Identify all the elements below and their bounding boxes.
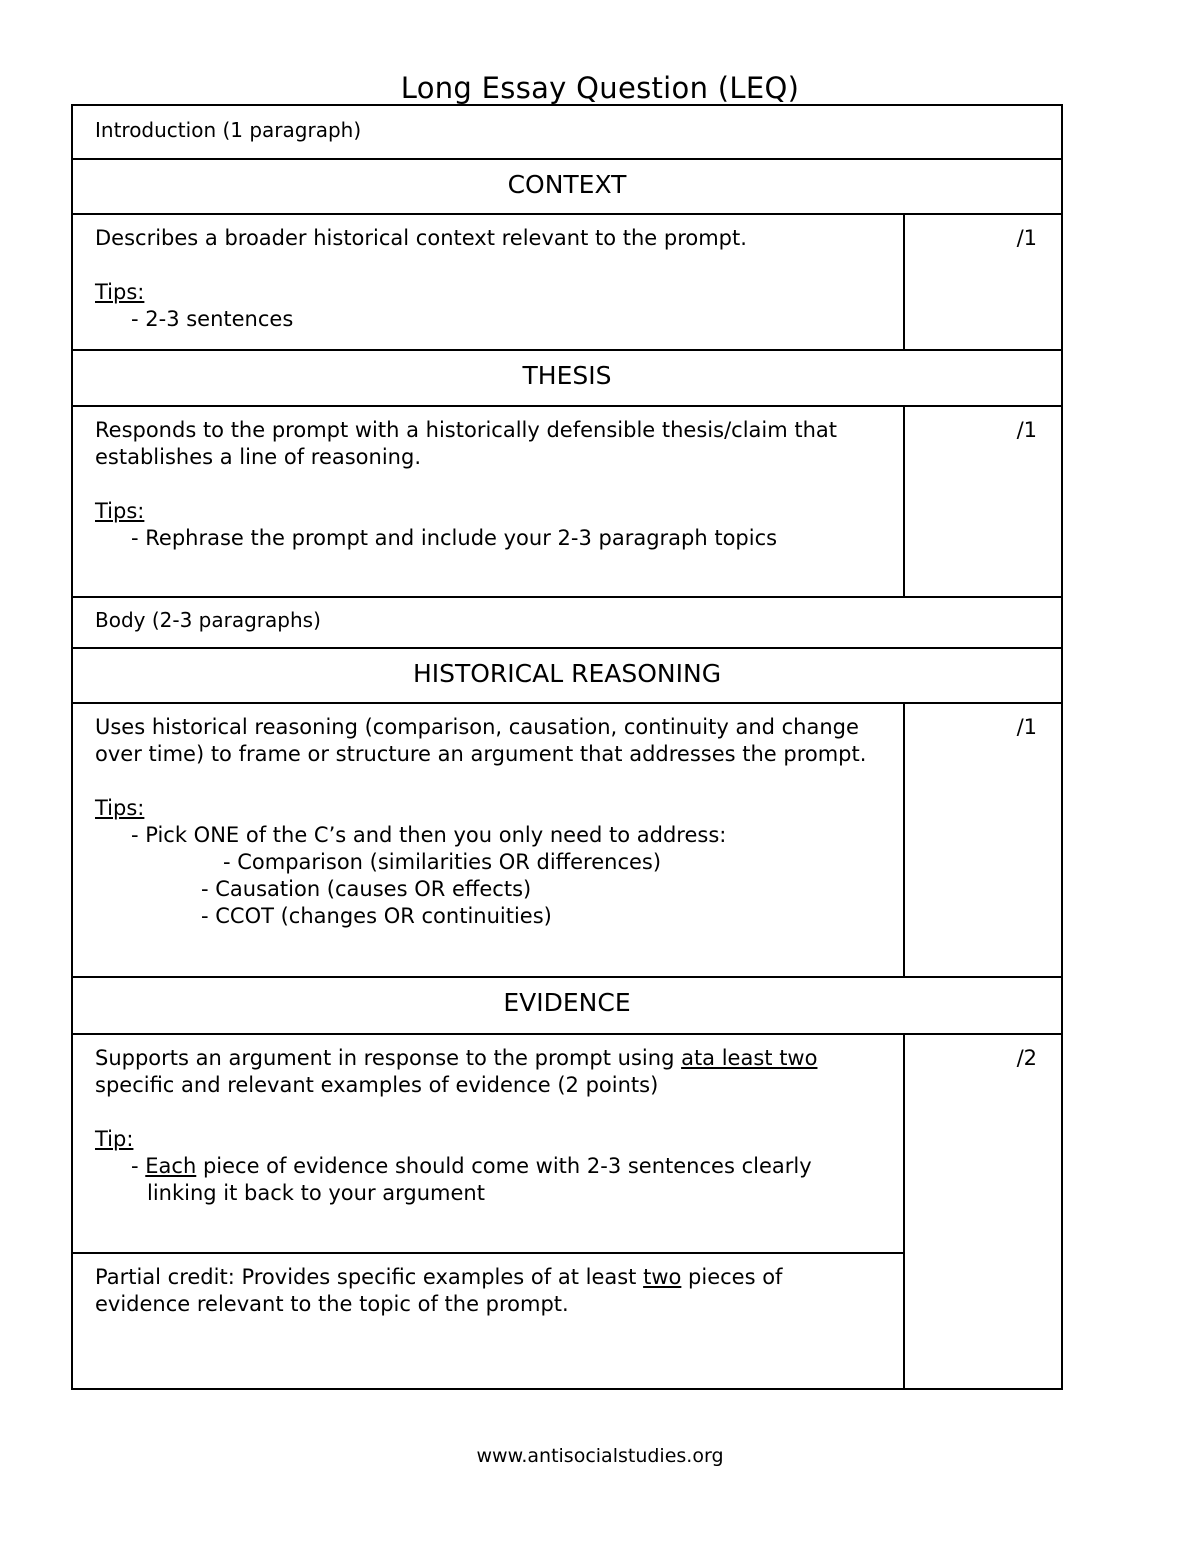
reasoning-header-row bbox=[72, 648, 1062, 703]
context-row bbox=[72, 214, 1062, 350]
partial-credit-cell bbox=[72, 1253, 904, 1389]
body-label: Body (2-3 paragraphs) bbox=[72, 597, 1062, 648]
evidence-description-cell bbox=[72, 1034, 904, 1253]
page-title: Long Essay Question (LEQ) bbox=[400, 71, 800, 105]
reasoning-sub-tip-ccot: - CCOT (changes OR continuities) bbox=[201, 904, 552, 928]
evidence-row bbox=[72, 1034, 1062, 1253]
thesis-description: Responds to the prompt with a historically defensible thesis/claim that establishes a line of reasoning. bbox=[95, 418, 838, 469]
evidence-description-end: specific and relevant examples of evidence (2 points) bbox=[95, 1073, 659, 1097]
thesis-tips-label: Tips: bbox=[95, 499, 145, 523]
reasoning-sub-tip-causation: - Causation (causes OR effects) bbox=[201, 877, 532, 901]
evidence-description-emphasis: ata least two bbox=[681, 1046, 818, 1070]
thesis-header-row bbox=[72, 350, 1062, 406]
reasoning-tip-item: - Pick ONE of the C’s and then you only need to address: bbox=[131, 823, 727, 847]
rubric-table bbox=[71, 104, 1063, 1390]
context-description: Describes a broader historical context relevant to the prompt. bbox=[95, 226, 747, 250]
thesis-tip-item: - Rephrase the prompt and include your 2-3 paragraph topics bbox=[131, 526, 778, 550]
context-header: CONTEXT bbox=[72, 159, 1062, 214]
thesis-row bbox=[72, 406, 1062, 597]
body-row bbox=[72, 597, 1062, 648]
partial-credit-end: pieces of evidence relevant to the topic of the prompt. bbox=[95, 1265, 783, 1316]
partial-credit-start: Partial credit: Provides specific examples of at least bbox=[95, 1265, 644, 1289]
context-score: /1 bbox=[904, 214, 1062, 350]
evidence-description-start: Supports an argument in response to the prompt using bbox=[95, 1046, 682, 1070]
thesis-description-cell bbox=[72, 406, 904, 597]
reasoning-header: HISTORICAL REASONING bbox=[72, 648, 1062, 703]
partial-credit-text bbox=[95, 1264, 883, 1318]
thesis-score: /1 bbox=[904, 406, 1062, 597]
evidence-tip-dash: - bbox=[131, 1154, 146, 1178]
context-header-row bbox=[72, 159, 1062, 214]
evidence-description bbox=[95, 1045, 883, 1099]
reasoning-description-cell bbox=[72, 703, 904, 977]
reasoning-tips-label: Tips: bbox=[95, 796, 145, 820]
evidence-tip-emphasis: Each bbox=[145, 1154, 197, 1178]
context-tip-item: - 2-3 sentences bbox=[131, 307, 294, 331]
evidence-score: /2 bbox=[904, 1034, 1062, 1389]
evidence-tip-item bbox=[95, 1153, 883, 1207]
footer-url: www.antisocialstudies.org bbox=[476, 1445, 724, 1467]
introduction-label: Introduction (1 paragraph) bbox=[72, 105, 1062, 159]
evidence-tip-text: piece of evidence should come with 2-3 sentences clearly linking it back to your argument bbox=[147, 1154, 812, 1205]
context-description-cell bbox=[72, 214, 904, 350]
reasoning-sub-tip-comparison: - Comparison (similarities OR differences) bbox=[223, 850, 662, 874]
reasoning-score: /1 bbox=[904, 703, 1062, 977]
evidence-tip-label: Tip: bbox=[95, 1127, 134, 1151]
reasoning-description: Uses historical reasoning (comparison, causation, continuity and change over time) to frame or structure an argument that addresses the prompt. bbox=[95, 715, 867, 766]
evidence-header-row bbox=[72, 977, 1062, 1034]
reasoning-row bbox=[72, 703, 1062, 977]
thesis-header: THESIS bbox=[72, 350, 1062, 406]
evidence-header: EVIDENCE bbox=[72, 977, 1062, 1034]
introduction-row bbox=[72, 105, 1062, 159]
partial-credit-emphasis: two bbox=[643, 1265, 682, 1289]
context-tips-label: Tips: bbox=[95, 280, 145, 304]
